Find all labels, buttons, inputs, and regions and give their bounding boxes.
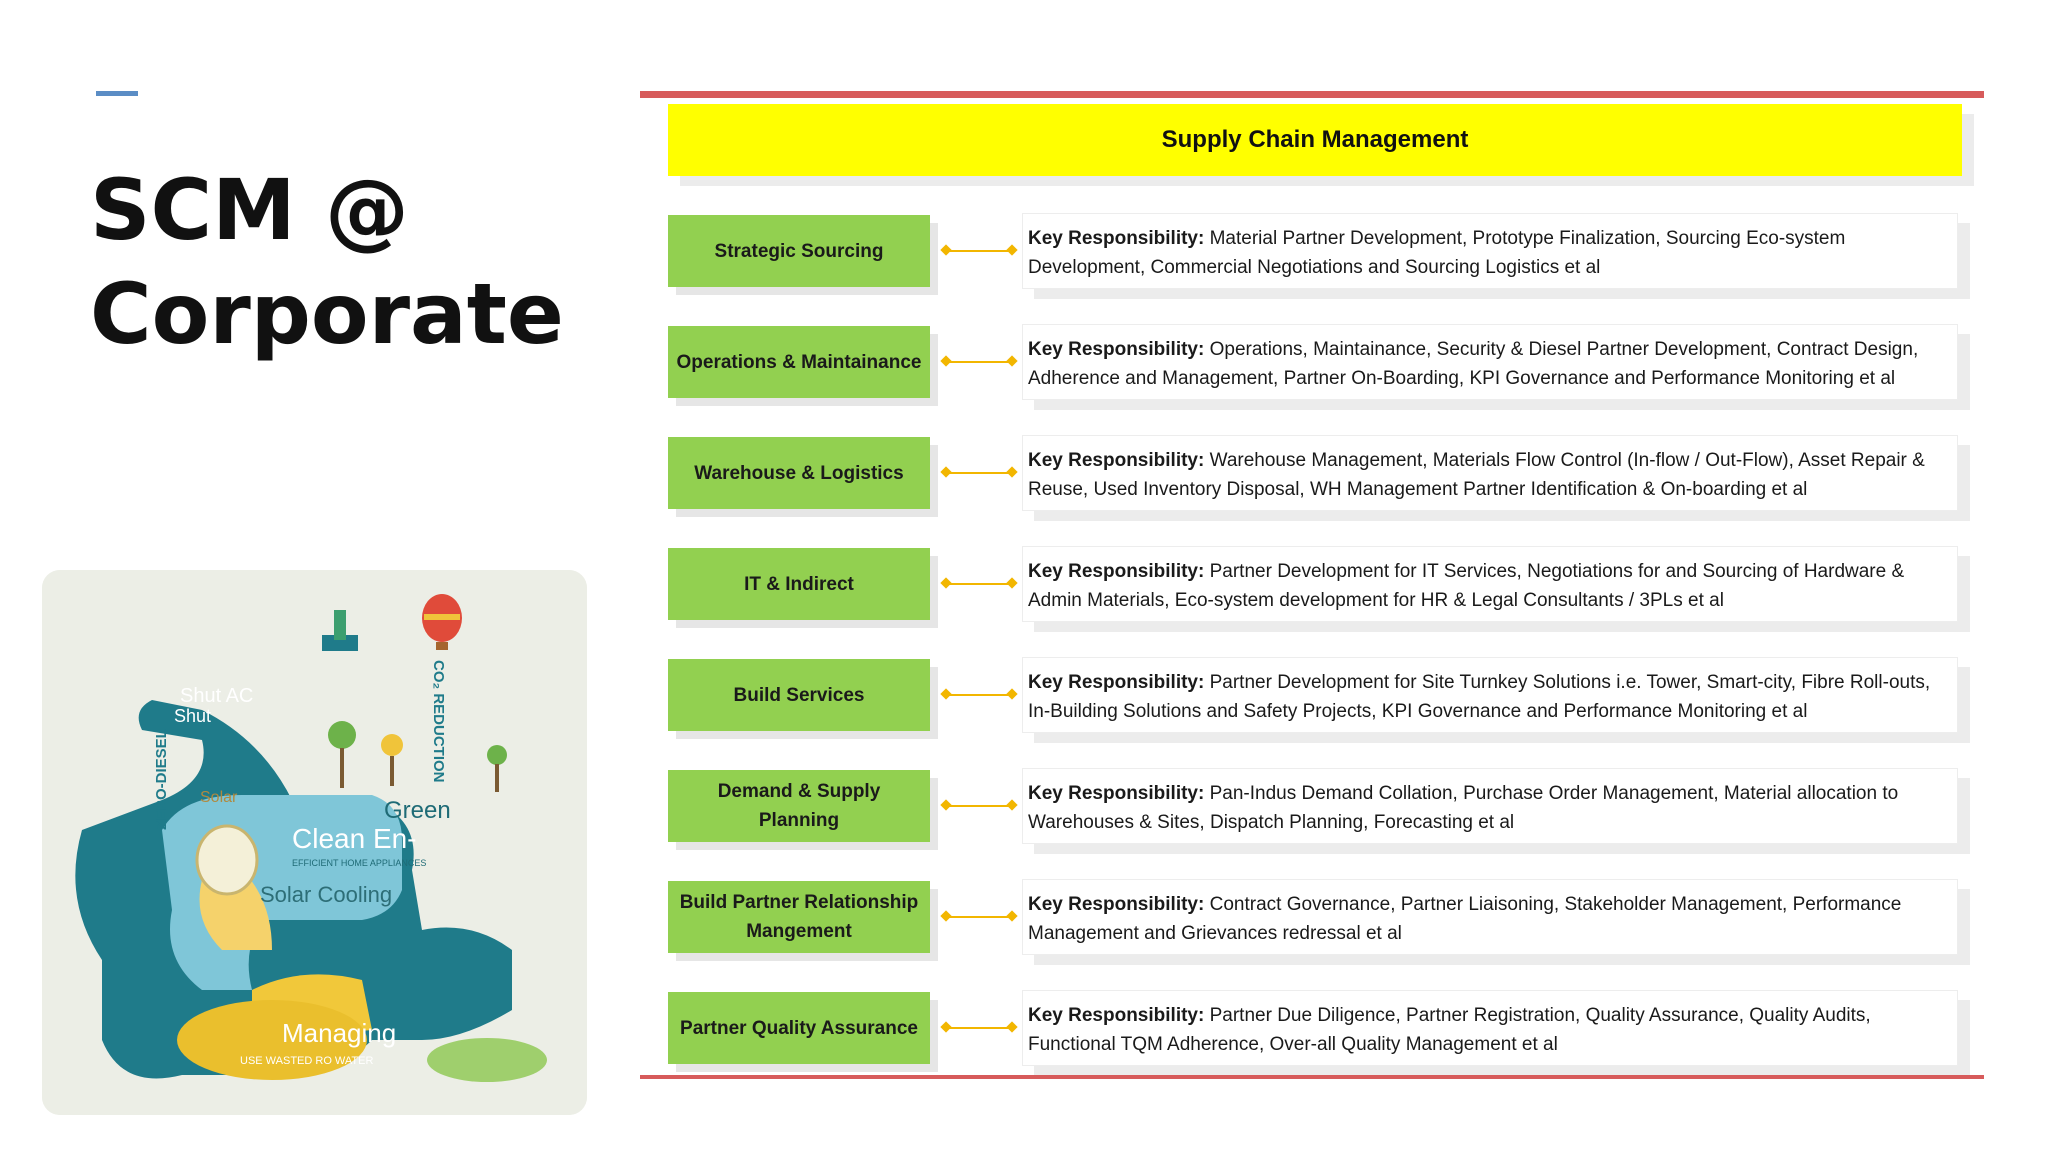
key-responsibility-label: Key Responsibility: (1028, 339, 1205, 360)
illustration-text-shut-ac: Shut AC (180, 685, 254, 707)
illustration-text-solar-cooling: Solar Cooling (260, 882, 393, 907)
department-box: Demand & Supply Planning (668, 770, 930, 842)
responsibility-box (1022, 324, 1958, 400)
double-arrow-connector (946, 916, 1012, 918)
illustration-text-managing: Managing (282, 1018, 397, 1048)
responsibility-box (1022, 990, 1958, 1066)
responsibility-box (1022, 213, 1958, 289)
row-demand-supply-planning (668, 768, 1972, 844)
green-energy-illustration (42, 570, 587, 1115)
row-build-services (668, 657, 1972, 733)
responsibility-box (1022, 768, 1958, 844)
double-arrow-connector (946, 472, 1012, 474)
responsibility-text: Contract Governance, Partner Liaisoning, Stakeholder Management, Performance Management and Grievances redressal et al (1028, 894, 1902, 944)
department-box: Strategic Sourcing (668, 215, 930, 287)
department-box: IT & Indirect (668, 548, 930, 620)
responsibility-text: Warehouse Management, Materials Flow Control (In-flow / Out-Flow), Asset Repair & Reuse, Used Inventory Disposal, WH Management Partner Identification & On-boarding et al (1028, 450, 1925, 500)
responsibility-box (1022, 546, 1958, 622)
double-arrow-connector (946, 1027, 1012, 1029)
top-rule (640, 91, 1984, 98)
responsibility-text: Partner Development for Site Turnkey Solutions i.e. Tower, Smart-city, Fibre Roll-outs, In-Building Solutions and Safety Projects, KPI Governance and Performance Monitoring et al (1028, 672, 1931, 722)
key-responsibility-label: Key Responsibility: (1028, 894, 1205, 915)
illustration-text-efficient: EFFICIENT HOME APPLIANCES (292, 858, 427, 868)
row-it-indirect (668, 546, 1972, 622)
responsibility-box (1022, 879, 1958, 955)
scm-header: Supply Chain Management (668, 104, 1962, 176)
double-arrow-connector (946, 361, 1012, 363)
illustration-text-zero-diesel: ZERO-DIESEL (153, 729, 170, 830)
responsibility-box (1022, 435, 1958, 511)
page-title-line-2: Corporate (90, 265, 564, 363)
responsibility-text: Operations, Maintainance, Security & Diesel Partner Development, Contract Design, Adherence and Management, Partner On-Boarding, KPI Governance and Performance Monitoring et al (1028, 339, 1919, 389)
illustration-text-co2-reduction: CO₂ REDUCTION (430, 660, 447, 783)
responsibility-text: Partner Development for IT Services, Negotiations for and Sourcing of Hardware & Admin Materials, Eco-system development for HR & Legal Consultants / 3PLs et al (1028, 561, 1905, 611)
key-responsibility-label: Key Responsibility: (1028, 561, 1205, 582)
department-box: Partner Quality Assurance (668, 992, 930, 1064)
illustration-text-shut: Shut (174, 706, 212, 726)
double-arrow-connector (946, 694, 1012, 696)
department-box: Build Services (668, 659, 930, 731)
key-responsibility-label: Key Responsibility: (1028, 450, 1205, 471)
row-warehouse-logistics (668, 435, 1972, 511)
department-box: Operations & Maintainance (668, 326, 930, 398)
responsibility-text: Partner Due Diligence, Partner Registration, Quality Assurance, Quality Audits, Functional TQM Adherence, Over-all Quality Management et al (1028, 1005, 1871, 1055)
department-box: Warehouse & Logistics (668, 437, 930, 509)
key-responsibility-label: Key Responsibility: (1028, 1005, 1205, 1026)
key-responsibility-label: Key Responsibility: (1028, 228, 1205, 249)
row-strategic-sourcing (668, 213, 1972, 289)
key-responsibility-label: Key Responsibility: (1028, 783, 1205, 804)
illustration-text-clean-energy: Clean En- (292, 823, 417, 854)
illustration-text-solar: Solar (200, 789, 238, 806)
responsibility-text: Pan-Indus Demand Collation, Purchase Order Management, Material allocation to Warehouses & Sites, Dispatch Planning, Forecasting et al (1028, 783, 1899, 833)
illustration-text-green: Green (384, 797, 451, 824)
double-arrow-connector (946, 805, 1012, 807)
row-build-partner-relationship (668, 879, 1972, 955)
row-partner-quality-assurance (668, 990, 1972, 1066)
page-title (90, 158, 610, 366)
responsibility-box (1022, 657, 1958, 733)
key-responsibility-label: Key Responsibility: (1028, 672, 1205, 693)
department-box: Build Partner Relationship Mangement (668, 881, 930, 953)
accent-dash (96, 91, 138, 96)
row-operations-maintainance (668, 324, 1972, 400)
double-arrow-connector (946, 250, 1012, 252)
responsibility-text: Material Partner Development, Prototype Finalization, Sourcing Eco-system Development, Commercial Negotiations and Sourcing Logistics et al (1028, 228, 1846, 278)
illustration-text-wasted-water: USE WASTED RO WATER (240, 1055, 374, 1067)
page-title-line-1: SCM @ (90, 161, 409, 259)
double-arrow-connector (946, 583, 1012, 585)
bottom-rule (640, 1075, 1984, 1079)
